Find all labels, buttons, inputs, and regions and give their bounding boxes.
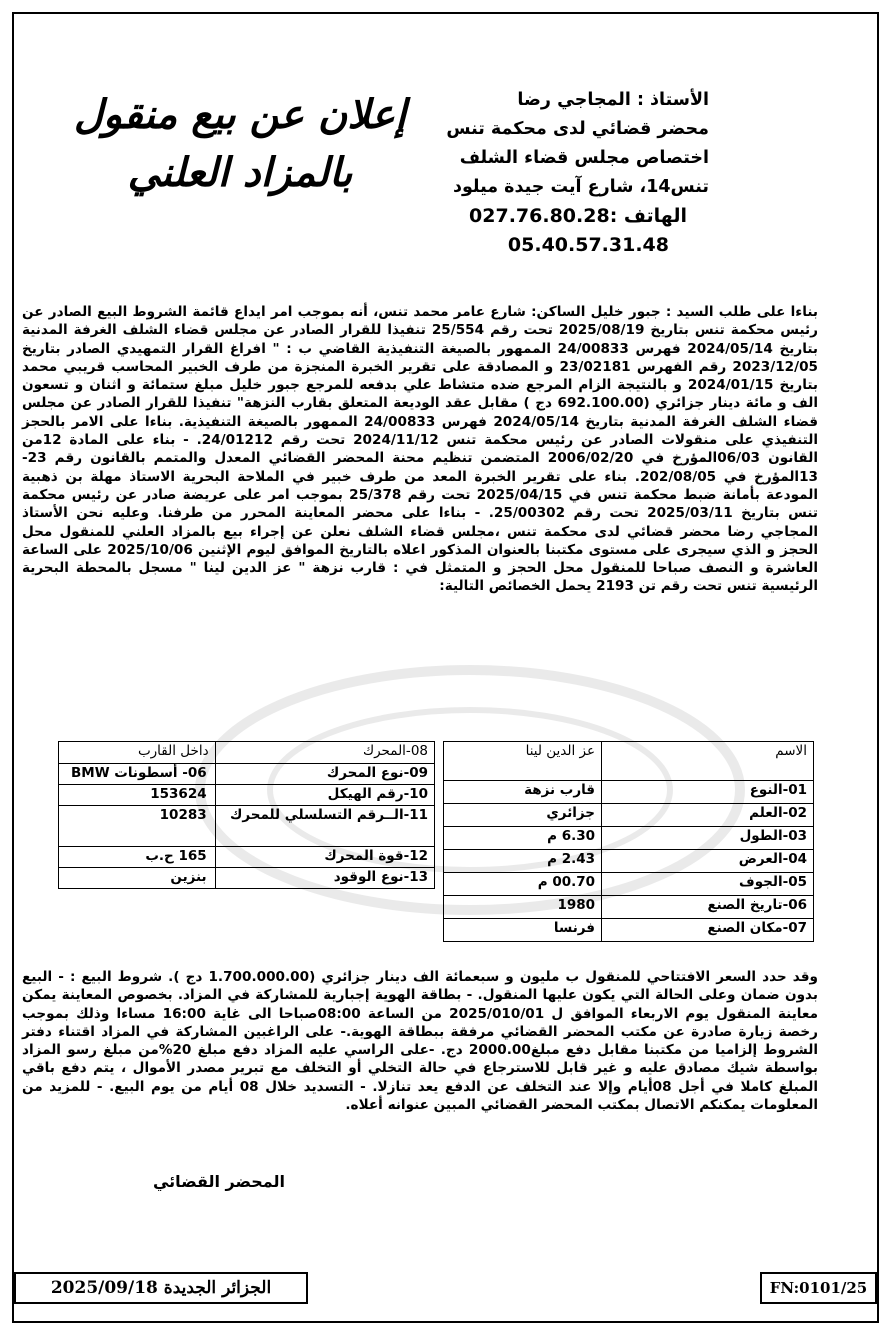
spec-label: 05-الجوف bbox=[602, 873, 814, 896]
page-title bbox=[60, 86, 420, 202]
engine-specs-table bbox=[58, 741, 435, 889]
spec-label: 02-العلم bbox=[602, 804, 814, 827]
title-line-1: إعلان عن بيع منقول bbox=[73, 91, 407, 138]
title-line-2: بالمزاد العلني bbox=[127, 149, 353, 196]
spec-value: 06- أسطونات BMW bbox=[59, 764, 216, 785]
spec-label: 03-الطول bbox=[602, 827, 814, 850]
phone-number: الهاتف :027.76.80.28 bbox=[469, 205, 687, 227]
table-header-row bbox=[444, 742, 814, 781]
spec-value: 2.43 م bbox=[444, 850, 602, 873]
bailiff-jurisdiction: اختصاص مجلس قضاء الشلف bbox=[459, 148, 709, 168]
spec-value: بنزين bbox=[59, 868, 216, 889]
table-row bbox=[59, 806, 435, 847]
bailiff-address: تنس14، شارع آيت جيدة ميلود bbox=[452, 177, 709, 197]
spec-label: الاسم bbox=[602, 742, 814, 781]
reference-number: FN:0101/25 bbox=[760, 1272, 877, 1304]
signature-label: المحضر القضائي bbox=[152, 1172, 285, 1191]
newspaper-footer: الجزائر الجديدة 2025/09/18 bbox=[14, 1272, 308, 1304]
boat-specs-table bbox=[443, 741, 814, 942]
table-row bbox=[444, 781, 814, 804]
spec-value: 00.70 م bbox=[444, 873, 602, 896]
spec-value: 165 ح.ب bbox=[59, 847, 216, 868]
spec-label: 09-نوع المحرك bbox=[215, 764, 434, 785]
spec-label: 12-قوة المحرك bbox=[215, 847, 434, 868]
notice-paragraph-2: وقد حدد السعر الافتتاحي للمنقول ب مليون و سبعمائة الف دينار جزائري (1.700.000.00 دج ). شروط البيع : - البيع بدون ضمان وعلى الحالة التي يكون عليها المنقول. - بطاقة الهوية إجبارية للمشاركة في المزاد. بخصوص المعاينة يمكن معاينة المنقول يوم الاربعاء الموافق ل 2025/010/01 من الساعة 08:00صباحا الى غاية 16:00 مساءا وذلك بموجب رخصة زيارة صادرة عن مكتب المحضر القضائي مرفقة ببطاقة الهوية.- على الراغبين المشاركة في المزاد اقتناء دفتر الشروط إلزاميا من مكتبنا مقابل دفع مبلغ2000.00 دج. -على الراسي عليه المزاد دفع مبلغ 20%من مبلغ رسو المزاد بواسطة شيك مصادق عليه و غير قابل للاسترجاع في حالة التخلي أو التخلف مع تبرير مصدر الأموال ، يتم دفع باقي المبلغ كاملا في أجل 08أيام وإلا عند التخلف عن الدفع يعد تنازلا. - التسديد خلال 08 أيام من يوم البيع. - للمزيد من المعلومات يمكنكم الاتصال بمكتب المحضر القضائي المبين عنوانه أعلاه. bbox=[22, 969, 818, 1114]
table-row bbox=[59, 868, 435, 889]
spec-value: قارب نزهة bbox=[444, 781, 602, 804]
table-row bbox=[444, 850, 814, 873]
spec-label: 13-نوع الوقود bbox=[215, 868, 434, 889]
spec-label: 10-رقم الهيكل bbox=[215, 785, 434, 806]
spec-value: 10283 bbox=[59, 806, 216, 847]
spec-value: فرنسا bbox=[444, 919, 602, 942]
table-row bbox=[59, 764, 435, 785]
table-row bbox=[59, 847, 435, 868]
spec-value: عز الدين لينا bbox=[444, 742, 602, 781]
bailiff-header bbox=[429, 86, 709, 260]
spec-value: 6.30 م bbox=[444, 827, 602, 850]
mobile-number: 05.40.57.31.48 bbox=[507, 234, 669, 256]
table-row bbox=[444, 919, 814, 942]
spec-label: 11-الــرقم التسلسلي للمحرك bbox=[215, 806, 434, 847]
spec-value: 153624 bbox=[59, 785, 216, 806]
table-row bbox=[444, 896, 814, 919]
spec-label: 04-العرض bbox=[602, 850, 814, 873]
table-row bbox=[444, 804, 814, 827]
table-row bbox=[444, 873, 814, 896]
spec-value: 1980 bbox=[444, 896, 602, 919]
notice-paragraph-1: بناءا على طلب السيد : جبور خليل الساكن: شارع عامر محمد تنس، أنه بموجب امر ايداع قائمة الشروط البيع الصادر عن رئيس محكمة تنس بتاريخ 2025/08/19 تحت رقم 25/554 تنفيذا للقرار الصادر عن مجلس قضاء الشلف الغرفة المدنية بتاريخ 2024/05/14 فهرس 24/00833 الممهور بالصيغة التنفيذية القاضي ب : " افراغ القرار التمهيدي الصادر بتاريخ 2023/12/05 رقم الفهرس 23/02181 و المصادقة على تقرير الخبرة المنجزة من طرف الخبير المحاسب قريبي محمد بتاريخ 2024/01/15 و بالنتيجة الزام المرجع ضده متشاط علي بدفعه للمرجع جبور خليل مبلغ ستمائة و اثنان و تسعون الف و مائة دينار جزائري (692.100.00 دج ) مقابل عقد الوديعة المتعلق بقارب النزهة" تنفيذا للقرار الصادر عن مجلس قضاء الشلف الغرفة المدنية بتاريخ 2024/05/14 فهرس 24/00833 الممهور بالصيغة التنفيذية. بناءا على الامر بالحجز التنفيذي على منقولات الصادر عن رئيس محكمة تنس 2024/11/12 تحت رقم 24/01212. - بناء على المادة 12من القانون 06/03المؤرخ في 2006/02/20 المتضمن تنظيم محنة المحضر القضائي المعدل والمتمم بالقانون رقم 23-13المؤرخ في 202/08/05. بناء على تقرير الخبرة المعد من طرف خبير في الملاحة البحرية الاستاذ مهلة بن ذهبية المودعة بأمانة ضبط محكمة تنس في 2025/04/15 تحت رقم 25/378 بموجب امر على عريضة صادر عن رئيس محكمة تنس بتاريخ 2025/03/11 تحت رقم 25/00302. - بناءا على محضر المعاينة المحرر من طرفنا. وعليه نحن الأستاذ المجاجي رضا محضر قضائي لدى محكمة تنس ،مجلس قضاء الشلف نعلن عن إجراء بيع بالمزاد العلني للمنقول محل الحجز و الذي سيجرى على مستوى مكتبنا بالعنوان المذكور اعلاه بالتاريخ الموافق ليوم الإثنين 2025/10/06 على الساعة العاشرة و النصف صباحا للمنقول محل الحجز و المتمثل في : قارب نزهة " عز الدين لينا " مسجل بالمحطة البحرية الرئيسية تنس تحت رقم تن 2193 يحمل الخصائص التالية: bbox=[22, 304, 819, 595]
spec-value: جزائري bbox=[444, 804, 602, 827]
table-row bbox=[444, 827, 814, 850]
spec-label: 06-تاريخ الصنع bbox=[602, 896, 814, 919]
table-row bbox=[59, 785, 435, 806]
spec-label: 01-النوع bbox=[602, 781, 814, 804]
table-header-row bbox=[59, 742, 435, 764]
spec-value: داخل القارب bbox=[59, 742, 216, 764]
bailiff-court: محضر قضائي لدى محكمة تنس bbox=[446, 119, 709, 139]
bailiff-name: الأستاذ : المجاجي رضا bbox=[517, 90, 709, 110]
spec-label: 07-مكان الصنع bbox=[602, 919, 814, 942]
spec-label: 08-المحرك bbox=[215, 742, 434, 764]
